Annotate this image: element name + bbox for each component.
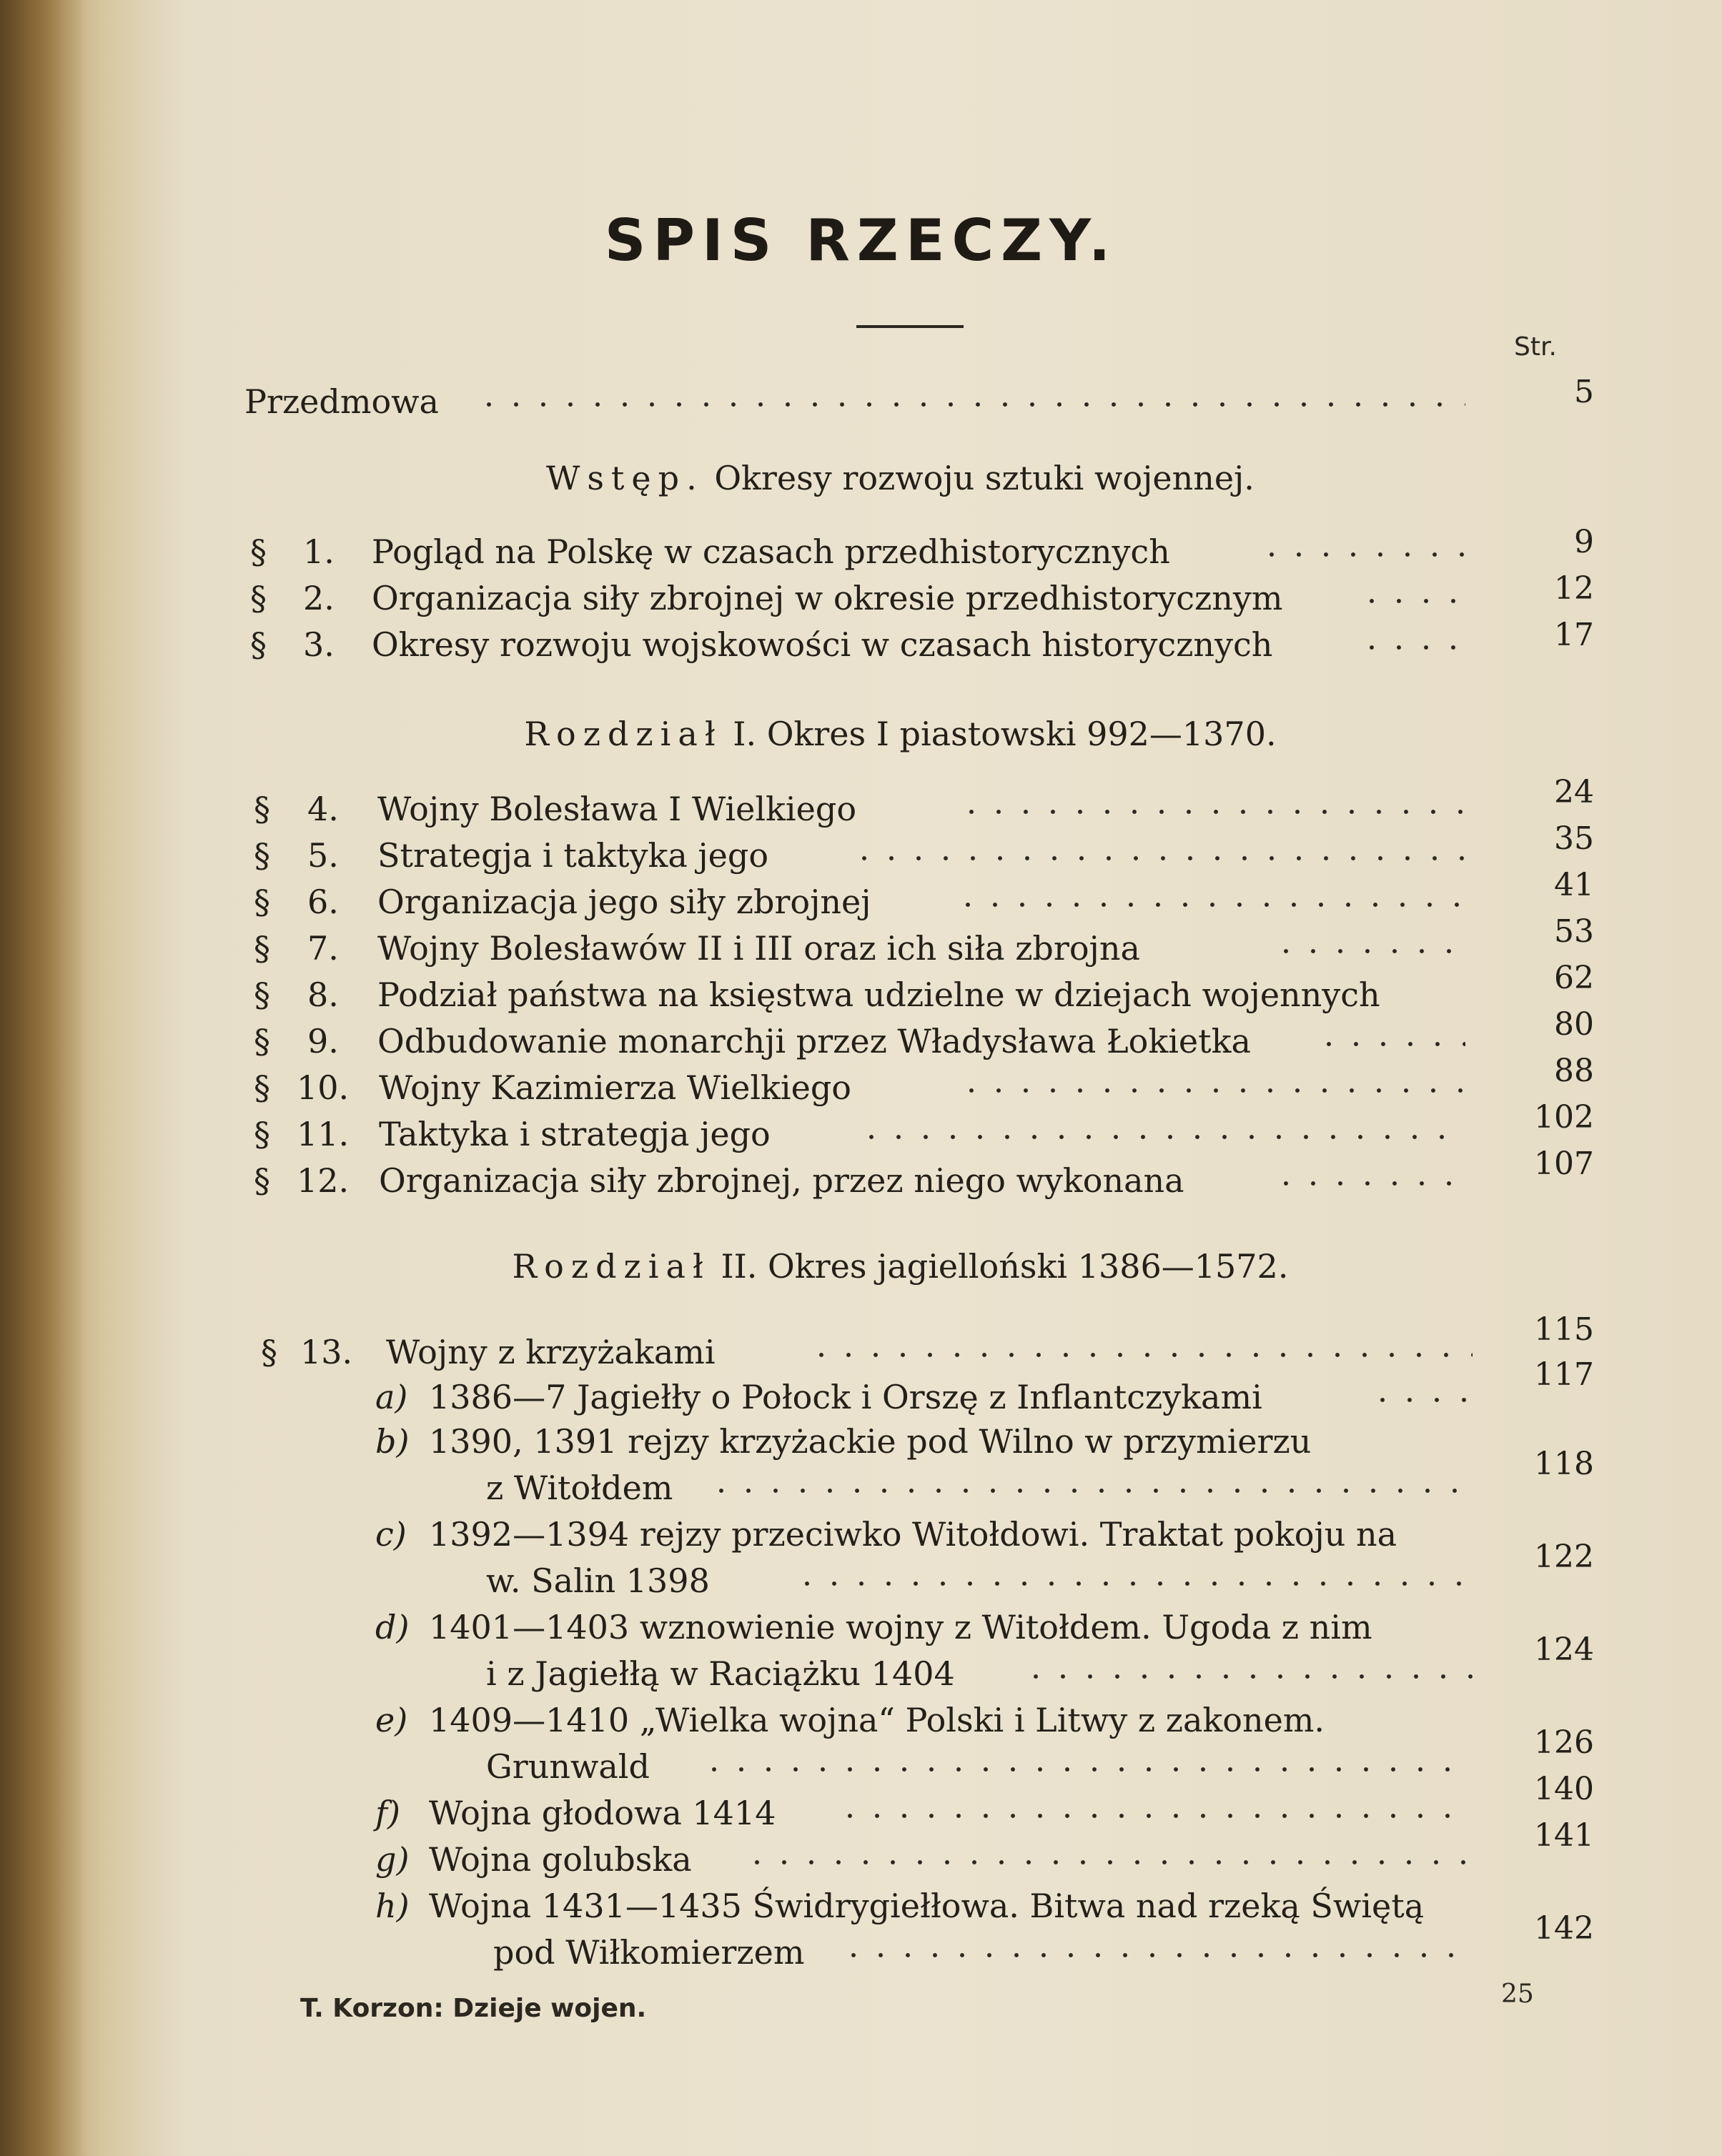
page-number: 141 <box>1534 1817 1594 1854</box>
dot-leader <box>958 810 1465 814</box>
toc-entry <box>0 1099 1722 1162</box>
title-divider <box>856 325 964 328</box>
section-sign: § <box>254 1022 270 1060</box>
section-number: 6. <box>307 883 339 921</box>
section-sign: § <box>250 579 267 617</box>
toc-entry <box>0 1053 1722 1116</box>
toc-subentry <box>0 1887 1722 1934</box>
toc-subentry <box>0 1701 1722 1748</box>
heading-text: I. Okres I piastowski 992—1370. <box>722 715 1277 753</box>
section-sign: § <box>261 1333 277 1371</box>
section-sign: § <box>250 532 267 571</box>
section-number: 9. <box>307 1022 339 1060</box>
page-number: 17 <box>1554 617 1594 653</box>
page-number: 102 <box>1534 1099 1594 1136</box>
toc-entry <box>0 774 1722 837</box>
section-sign: § <box>254 836 270 875</box>
subentry-continuation-text: w. Salin 1398 <box>486 1561 710 1600</box>
entry-text: Wojny z krzyżakami <box>386 1333 716 1371</box>
dot-leader <box>701 1767 1473 1772</box>
toc-subentry-continuation <box>0 1446 1722 1516</box>
dot-leader <box>840 1953 1473 1957</box>
heading-spaced-word: Rozdział <box>512 1247 711 1286</box>
entry-text: Wojny Bolesławów II i III oraz ich siła zbrojna <box>377 929 1140 968</box>
section-sign: § <box>254 975 270 1014</box>
subentry-text: Wojna głodowa 1414 <box>429 1794 776 1832</box>
page-number: 88 <box>1554 1053 1594 1089</box>
page-number: 12 <box>1554 570 1594 607</box>
dot-leader <box>793 1581 1473 1586</box>
toc-subentry <box>0 1515 1722 1562</box>
dot-leader <box>1358 599 1465 603</box>
toc-subentry <box>0 1356 1722 1425</box>
section-number: 12. <box>297 1161 350 1200</box>
subentry-continuation-text: pod Wiłkomierzem <box>493 1933 805 1972</box>
subentry-text: Wojna 1431—1435 Świdrygiełłowa. Bitwa nad rzeką Świętą <box>429 1887 1425 1925</box>
page-number: 124 <box>1534 1631 1594 1668</box>
dot-leader <box>475 402 1465 407</box>
toc-entry <box>0 617 1722 672</box>
subentry-letter: a) <box>375 1378 408 1416</box>
subentry-text: 1390, 1391 rejzy krzyżackie pod Wilno w przymierzu <box>429 1422 1312 1461</box>
dot-leader <box>1272 949 1465 953</box>
entry-text: Okresy rozwoju wojskowości w czasach historycznych <box>372 625 1273 664</box>
subentry-continuation-text: i z Jagiełłą w Raciążku 1404 <box>486 1654 955 1693</box>
section-number: 3. <box>303 625 335 664</box>
running-footer: T. Korzon: Dzieje wojen. <box>300 1994 647 2023</box>
dot-leader <box>1272 1181 1465 1186</box>
heading-spaced-word: Wstęp. <box>546 459 704 497</box>
subentry-continuation-text: Grunwald <box>486 1747 650 1786</box>
subentry-text: 1386—7 Jagiełły o Połock i Orszę z Inflantczykami <box>429 1378 1262 1416</box>
page-number: 122 <box>1534 1539 1594 1575</box>
toc-entry <box>0 570 1722 626</box>
toc-subentry <box>0 1771 1722 1841</box>
dot-leader <box>858 1135 1465 1139</box>
toc-subentry <box>0 1422 1722 1469</box>
chapter-heading <box>0 1247 1722 1286</box>
page-number: 35 <box>1554 820 1594 857</box>
dot-leader <box>836 1814 1473 1818</box>
heading-text: Okresy rozwoju sztuki wojennej. <box>703 459 1255 497</box>
dot-leader <box>808 1353 1473 1357</box>
subentry-letter: e) <box>375 1701 408 1739</box>
page-number: 107 <box>1534 1146 1594 1182</box>
dot-leader <box>1315 1042 1465 1046</box>
section-number: 1. <box>303 532 335 571</box>
section-sign: § <box>250 625 267 664</box>
page-number: 41 <box>1554 867 1594 903</box>
subentry-continuation-text: z Witołdem <box>486 1469 673 1507</box>
dot-leader <box>708 1489 1473 1493</box>
entry-text: Organizacja siły zbrojnej w okresie przedhistorycznym <box>372 579 1283 617</box>
toc-subentry-continuation <box>0 1724 1722 1794</box>
page-number: 126 <box>1534 1724 1594 1761</box>
entry-text: Organizacja siły zbrojnej, przez niego wykonana <box>379 1161 1184 1200</box>
heading-spaced-word: Rozdział <box>524 715 723 753</box>
section-sign: § <box>254 1115 270 1153</box>
page-number: 53 <box>1554 913 1594 950</box>
toc-subentry-continuation <box>0 1539 1722 1609</box>
subentry-letter: d) <box>375 1608 410 1646</box>
subentry-text: 1409—1410 „Wielka wojna“ Polski i Litwy z zakonem. <box>429 1701 1325 1739</box>
toc-entry <box>0 374 1722 429</box>
toc-entry <box>0 867 1722 930</box>
toc-entry <box>0 1006 1722 1069</box>
toc-entry <box>0 913 1722 976</box>
page-number: 5 <box>1574 374 1594 410</box>
dot-leader <box>1369 1398 1473 1402</box>
toc-entry <box>0 524 1722 580</box>
page-number: 142 <box>1534 1910 1594 1947</box>
page-number: 9 <box>1574 524 1594 560</box>
subentry-letter: f) <box>375 1794 400 1832</box>
section-sign: § <box>254 883 270 921</box>
toc-entry <box>0 1311 1722 1380</box>
section-number: 13. <box>300 1333 353 1371</box>
dot-leader <box>954 903 1465 907</box>
dot-leader <box>851 856 1465 860</box>
page-title: SPIS RZECZY. <box>604 207 1118 274</box>
section-number: 2. <box>303 579 335 617</box>
section-number: 8. <box>307 975 339 1014</box>
heading-text: II. Okres jagielloński 1386—1572. <box>710 1247 1289 1286</box>
dot-leader <box>1358 645 1465 650</box>
page-number: 80 <box>1554 1006 1594 1043</box>
page-number: 140 <box>1534 1771 1594 1807</box>
page-number: 118 <box>1534 1446 1594 1482</box>
section-number: 10. <box>297 1068 350 1107</box>
page-number: 115 <box>1534 1311 1594 1348</box>
section-heading <box>0 459 1722 497</box>
page-column-label: Str. <box>1514 332 1557 362</box>
page-number: 117 <box>1534 1356 1594 1393</box>
section-sign: § <box>254 790 270 828</box>
toc-entry <box>0 1146 1722 1208</box>
page-number: 24 <box>1554 774 1594 810</box>
subentry-letter: b) <box>375 1422 410 1461</box>
entry-text: Pogląd na Polskę w czasach przedhistorycznych <box>372 532 1170 571</box>
entry-text: Przedmowa <box>244 382 439 421</box>
dot-leader <box>743 1860 1473 1864</box>
printer-signature: 25 <box>1501 1979 1534 2009</box>
toc-subentry-continuation <box>0 1631 1722 1702</box>
subentry-letter: g) <box>375 1840 410 1879</box>
entry-text: Organizacja jego siły zbrojnej <box>377 883 871 921</box>
entry-text: Wojny Kazimierza Wielkiego <box>379 1068 851 1107</box>
subentry-text: Wojna golubska <box>429 1840 692 1879</box>
dot-leader <box>1258 552 1465 557</box>
section-number: 7. <box>307 929 339 968</box>
section-sign: § <box>254 929 270 968</box>
section-number: 11. <box>297 1115 350 1153</box>
entry-text: Taktyka i strategja jego <box>379 1115 771 1153</box>
toc-entry <box>0 960 1722 1023</box>
dot-leader <box>1022 1674 1473 1679</box>
entry-text: Strategja i taktyka jego <box>377 836 769 875</box>
entry-text: Odbudowanie monarchji przez Władysława Łokietka <box>377 1022 1251 1060</box>
subentry-text: 1392—1394 rejzy przeciwko Witołdowi. Traktat pokoju na <box>429 1515 1397 1554</box>
toc-subentry <box>0 1817 1722 1887</box>
toc-subentry <box>0 1608 1722 1655</box>
section-sign: § <box>254 1068 270 1107</box>
page-number: 62 <box>1554 960 1594 996</box>
section-number: 4. <box>307 790 339 828</box>
chapter-heading <box>0 715 1722 753</box>
toc-entry <box>0 820 1722 883</box>
dot-leader <box>958 1088 1465 1093</box>
section-sign: § <box>254 1161 270 1200</box>
section-number: 5. <box>307 836 339 875</box>
entry-text: Wojny Bolesława I Wielkiego <box>377 790 857 828</box>
toc-subentry-continuation <box>0 1910 1722 1980</box>
subentry-letter: h) <box>375 1887 410 1925</box>
subentry-text: 1401—1403 wznowienie wojny z Witołdem. Ugoda z nim <box>429 1608 1372 1646</box>
entry-text: Podział państwa na księstwa udzielne w dziejach wojennych <box>377 975 1380 1014</box>
subentry-letter: c) <box>375 1515 407 1554</box>
